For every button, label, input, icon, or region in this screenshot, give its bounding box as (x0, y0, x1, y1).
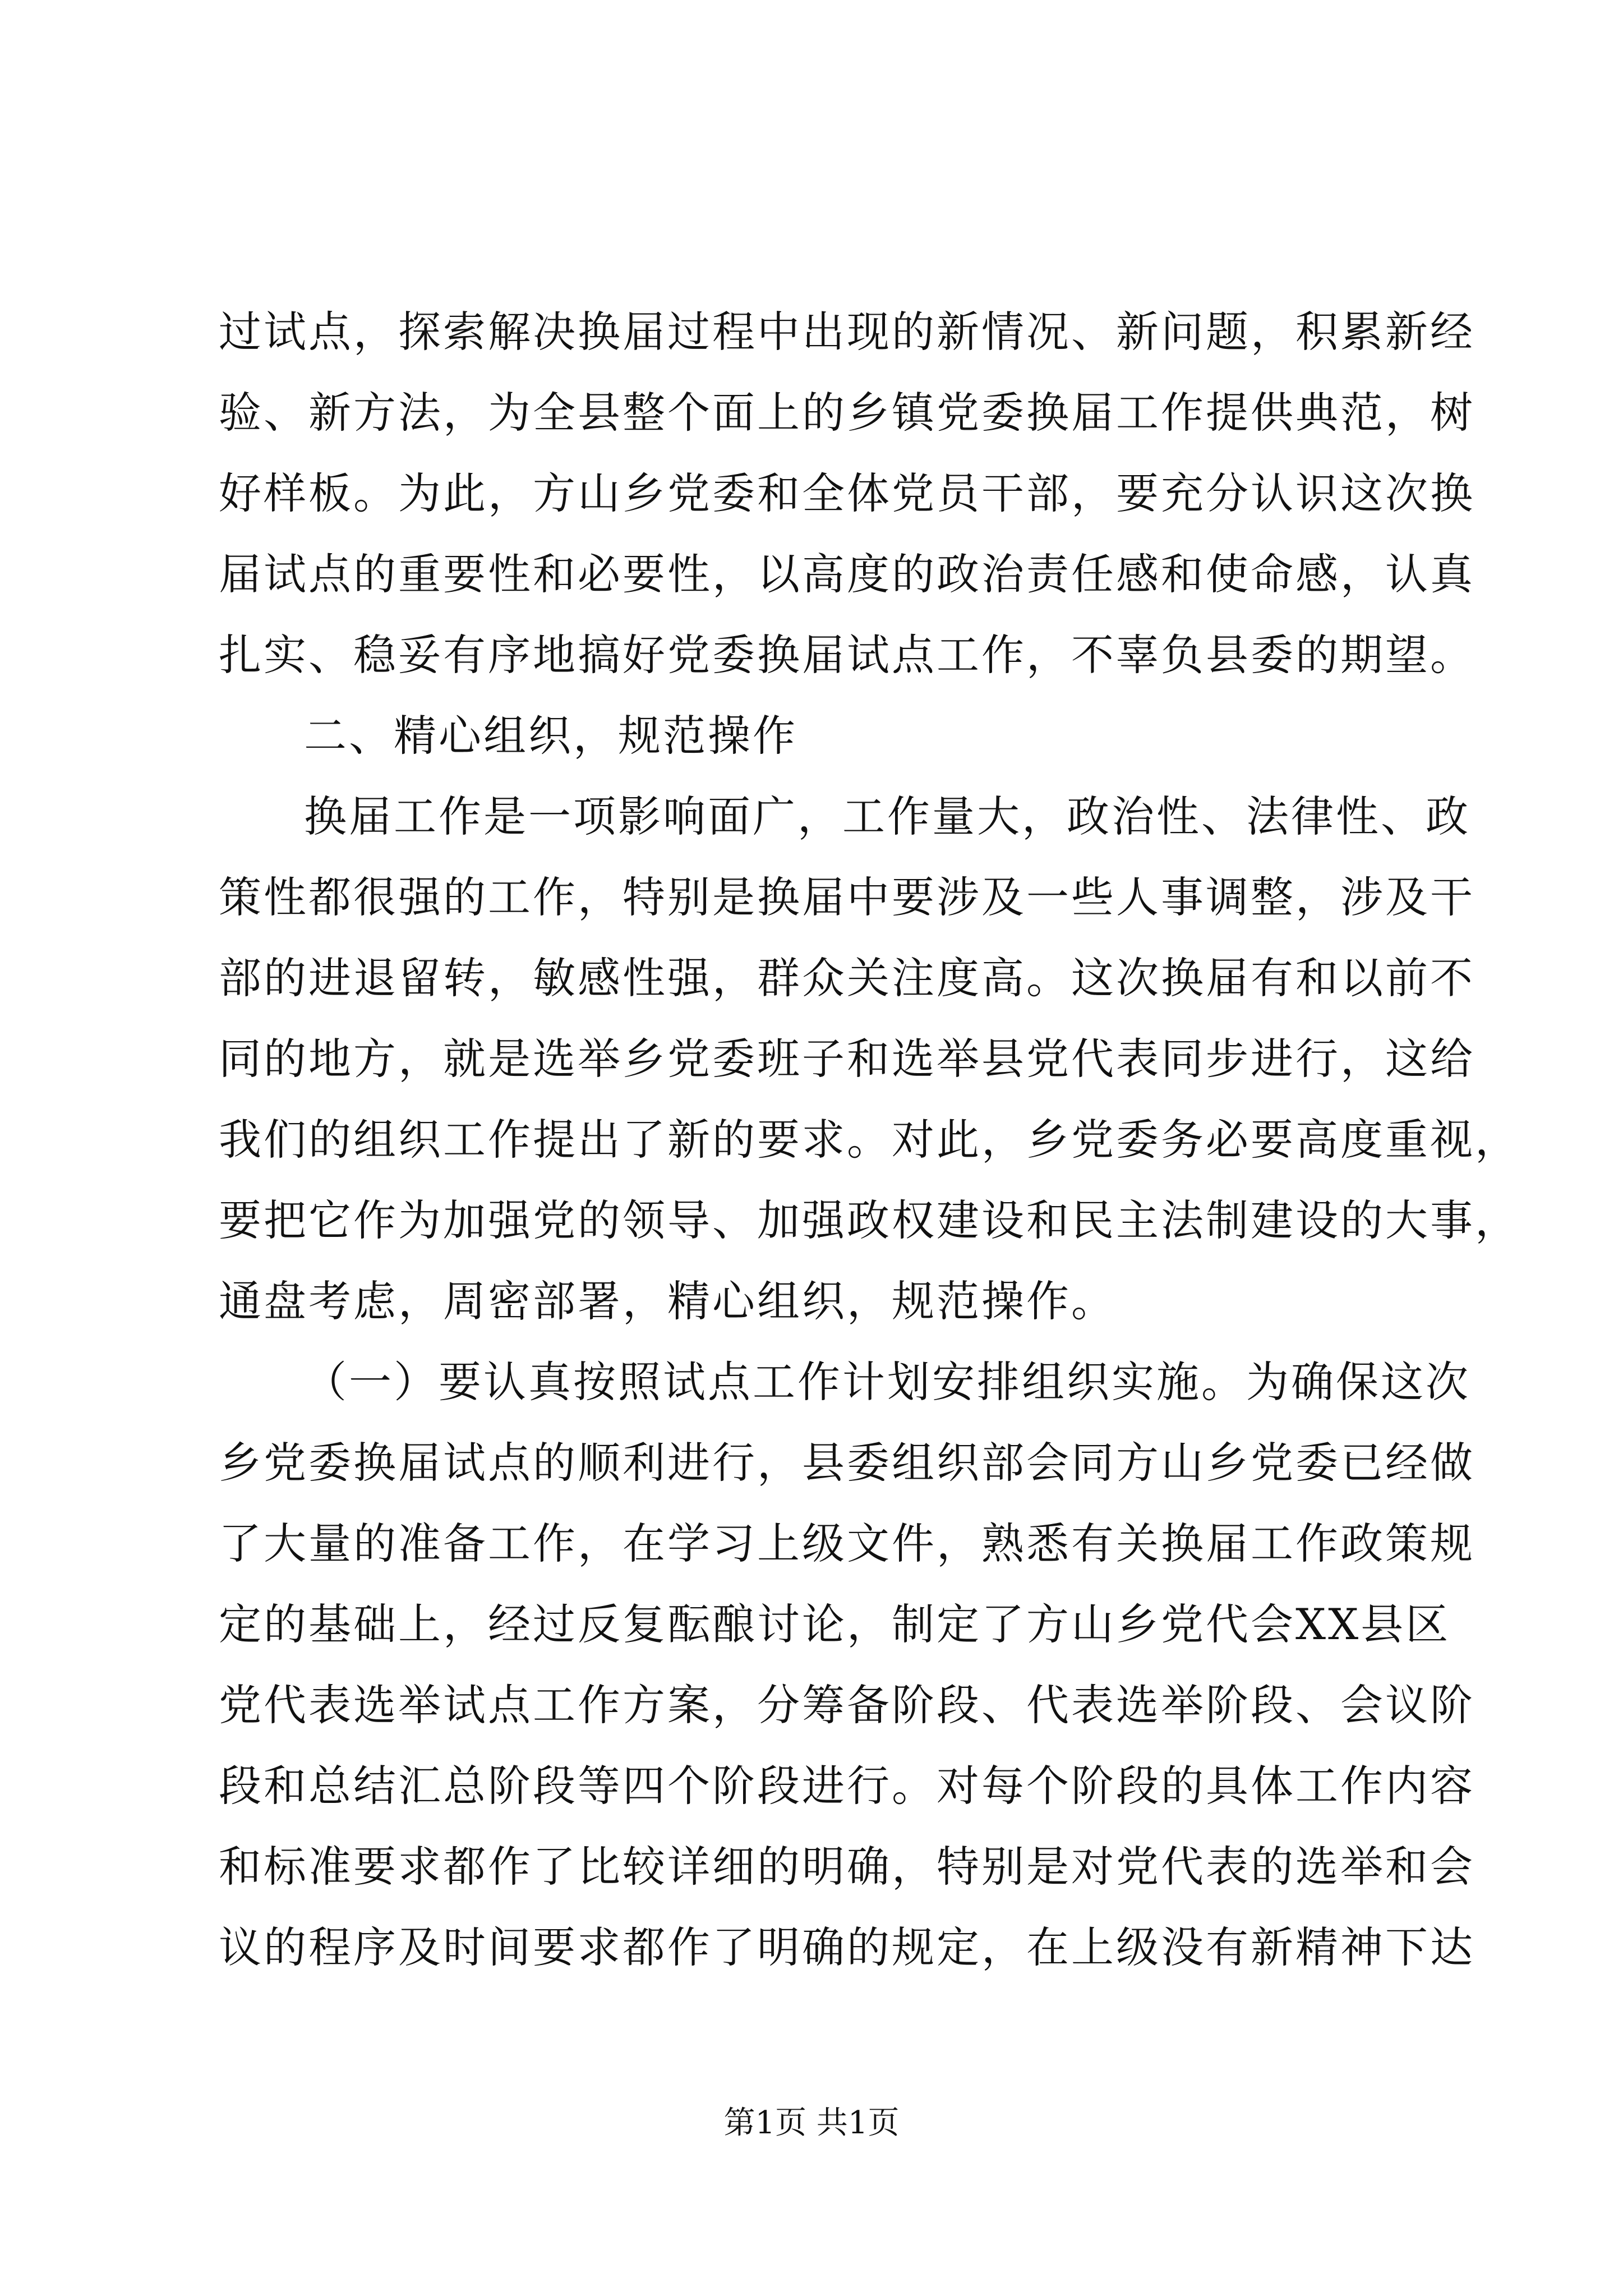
text-line: 策性都很强的工作，特别是换届中要涉及一些人事调整，涉及干 (219, 872, 1475, 922)
page-footer (0, 2101, 1623, 2146)
text-line: 党代表选举试点工作方案，分筹备阶段、代表选举阶段、会议阶 (219, 1680, 1475, 1730)
subsection-heading: （一）要认真按照试点工作计划安排组织实施。为确保这次 (304, 1357, 1470, 1407)
text-line: 和标准要求都作了比较详细的明确，特别是对党代表的选举和会 (219, 1842, 1475, 1892)
text-line: 好样板。为此，方山乡党委和全体党员干部，要充分认识这次换 (219, 468, 1475, 518)
text-line: 段和总结汇总阶段等四个阶段进行。对每个阶段的具体工作内容 (219, 1761, 1475, 1811)
text-line: 过试点，探索解决换届过程中出现的新情况、新问题，积累新经 (219, 307, 1475, 357)
text-line: 扎实、稳妥有序地搞好党委换届试点工作，不辜负县委的期望。 (219, 630, 1475, 680)
text-line: 同的地方，就是选举乡党委班子和选举县党代表同步进行，这给 (219, 1034, 1475, 1084)
text-line: 定的基础上，经过反复酝酿讨论，制定了方山乡党代会XX县区 (219, 1599, 1451, 1649)
text-line: 验、新方法，为全县整个面上的乡镇党委换届工作提供典范，树 (219, 388, 1475, 438)
text-line: 我们的组织工作提出了新的要求。对此，乡党委务必要高度重视， (219, 1115, 1520, 1165)
text-line: 要把它作为加强党的领导、加强政权建设和民主法制建设的大事， (219, 1195, 1520, 1245)
section-heading: 二、精心组织，规范操作 (304, 711, 797, 761)
document-body (219, 292, 1520, 1988)
page-number-label: 第1页 共1页 (723, 2105, 900, 2141)
text-line: 部的进退留转，敏感性强，群众关注度高。这次换届有和以前不 (219, 953, 1475, 1003)
text-line: 通盘考虑，周密部署，精心组织，规范操作。 (219, 1276, 1116, 1326)
text-line: 届试点的重要性和必要性，以高度的政治责任感和使命感，认真 (219, 549, 1475, 599)
text-line: 了大量的准备工作，在学习上级文件，熟悉有关换届工作政策规 (219, 1519, 1475, 1568)
text-line: 议的程序及时间要求都作了明确的规定，在上级没有新精神下达 (219, 1922, 1475, 1972)
text-line: 乡党委换届试点的顺利进行，县委组织部会同方山乡党委已经做 (219, 1438, 1475, 1488)
text-line: 换届工作是一项影响面广，工作量大，政治性、法律性、政 (304, 792, 1470, 841)
